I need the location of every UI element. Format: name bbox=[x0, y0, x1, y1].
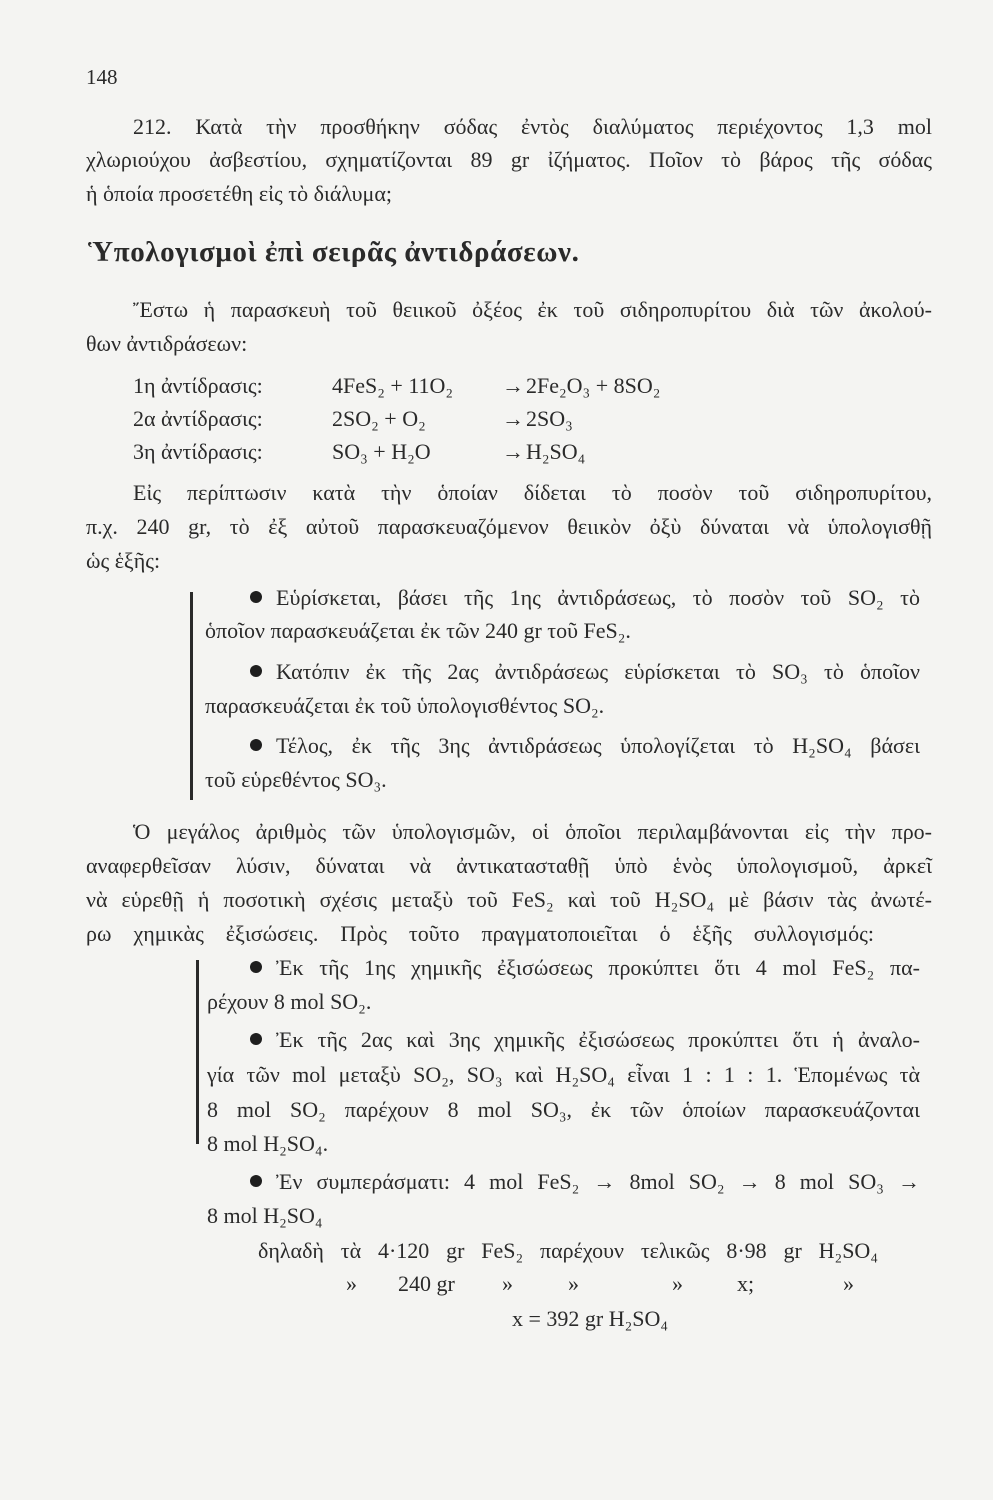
section-title: Ὑπολογισμοὶ ἐπὶ σειρᾶς ἀντιδράσεων. bbox=[88, 236, 580, 268]
calc-value: 240 gr bbox=[398, 1271, 455, 1296]
reaction-arrow: → bbox=[502, 373, 524, 398]
ditto-mark: » bbox=[843, 1271, 854, 1296]
step-3-line-2: τοῦ εὑρεθέντος SO₃. bbox=[205, 767, 387, 792]
step-3-line-1: Τέλος, ἐκ τῆς 3ης ἀντιδράσεως ὑπολογίζεται τὸ H₂SO₄ βάσει bbox=[250, 732, 920, 760]
bullet-icon bbox=[250, 665, 262, 677]
reasoning-b1-line-2: ρέχουν 8 mol SO₂. bbox=[207, 989, 372, 1014]
reaction-right: H₂SO₄ bbox=[526, 439, 586, 464]
reasoning-b3-line-1: Ἐν συμπεράσματι: 4 mol FeS₂ → 8mol SO₂ → 8 mol SO₃ → bbox=[250, 1168, 920, 1196]
reasoning-b2-line-4: 8 mol H₂SO₄. bbox=[207, 1131, 329, 1156]
reasoning-b2-line-3: 8 mol SO₂ παρέχουν 8 mol SO₃, ἐκ τῶν ὁποίων παρασκευάζονται bbox=[207, 1097, 920, 1122]
step-1-line-1: Εὑρίσκεται, βάσει τῆς 1ης ἀντιδράσεως, τὸ ποσὸν τοῦ SO₂ τὸ bbox=[250, 584, 920, 612]
step-2-line-1: Κατόπιν ἐκ τῆς 2ας ἀντιδράσεως εὑρίσκεται τὸ SO₃ τὸ ὁποῖον bbox=[250, 658, 920, 686]
reasoning-b2-line-2: γία τῶν mol μεταξὺ SO₂, SO₃ καὶ H₂SO₄ εἶναι 1 : 1 : 1. Ἑπομένως τὰ bbox=[207, 1062, 920, 1087]
ditto-mark: » bbox=[568, 1271, 579, 1296]
unknown-x: x; bbox=[737, 1271, 755, 1296]
reaction-label: 1η ἀντίδρασις: bbox=[133, 373, 263, 398]
bullet-icon bbox=[250, 961, 262, 973]
reasoning-bar bbox=[196, 960, 199, 1144]
bullet-icon bbox=[250, 1175, 262, 1187]
step-1-line-2: ὁποῖον παρασκευάζεται ἐκ τῶν 240 gr τοῦ FeS₂. bbox=[205, 618, 631, 643]
bullet-icon bbox=[250, 1033, 262, 1045]
reasoning-b1-line-1: Ἐκ τῆς 1ης χημικῆς ἐξισώσεως προκύπτει ὅτι 4 mol FeS₂ πα- bbox=[250, 954, 920, 982]
case-line-3: ὡς ἑξῆς: bbox=[86, 548, 161, 573]
para2-line-3: νὰ εὑρεθῇ ἡ ποσοτικὴ σχέσις μεταξὺ τοῦ FeS₂ καὶ τοῦ H₂SO₄ μὲ βάσιν τὰς ἀνωτέ- bbox=[86, 887, 932, 912]
case-line-1: Εἰς περίπτωσιν κατὰ τὴν ὁποίαν δίδεται τὸ ποσὸν τοῦ σιδηροπυρίτου, bbox=[133, 480, 932, 505]
calc-result: x = 392 gr H₂SO₄ bbox=[512, 1306, 669, 1331]
bullet-icon bbox=[250, 739, 262, 751]
intro-line-2: θων ἀντιδράσεων: bbox=[86, 331, 248, 356]
ditto-mark: » bbox=[672, 1271, 683, 1296]
reaction-left: 4FeS₂ + 11O₂ bbox=[332, 373, 454, 398]
step-2-line-2: παρασκευάζεται ἐκ τοῦ ὑπολογισθέντος SO₂. bbox=[205, 693, 605, 718]
reaction-label: 3η ἀντίδρασις: bbox=[133, 439, 263, 464]
case-line-2: π.χ. 240 gr, τὸ ἐξ αὐτοῦ παρασκευαζόμενον θειικὸν ὀξὺ δύναται νὰ ὑπολογισθῇ bbox=[86, 514, 932, 539]
reaction-right: 2Fe₂O₃ + 8SO₂ bbox=[526, 373, 661, 398]
intro-line-1: Ἔστω ἡ παρασκευὴ τοῦ θειικοῦ ὀξέος ἐκ τοῦ σιδηροπυρίτου διὰ τῶν ἀκολού- bbox=[133, 297, 932, 322]
page-number: 148 bbox=[86, 65, 118, 89]
reaction-left: SO₃ + H₂O bbox=[332, 439, 431, 464]
reaction-label: 2α ἀντίδρασις: bbox=[133, 406, 263, 431]
exercise-line-3: ἡ ὁποία προσετέθη εἰς τὸ διάλυμα; bbox=[86, 181, 392, 206]
reaction-arrow: → bbox=[502, 406, 524, 431]
reasoning-b2-line-1: Ἐκ τῆς 2ας καὶ 3ης χημικῆς ἐξισώσεως προκύπτει ὅτι ἡ ἀναλο- bbox=[250, 1026, 920, 1054]
ditto-mark: » bbox=[346, 1271, 357, 1296]
bullet-icon bbox=[250, 591, 262, 603]
calc-line-1: δηλαδὴ τὰ 4·120 gr FeS₂ παρέχουν τελικῶς 8·98 gr H₂SO₄ bbox=[258, 1238, 878, 1263]
reasoning-b3-line-2: 8 mol H₂SO₄ bbox=[207, 1203, 323, 1228]
exercise-line-2: χλωριούχου ἀσβεστίου, σχηματίζονται 89 gr ἰζήματος. Ποῖον τὸ βάρος τῆς σόδας bbox=[86, 147, 932, 172]
para2-line-2: αναφερθεῖσαν λύσιν, δύναται νὰ ἀντικατασταθῇ ὑπὸ ἑνὸς ὑπολογισμοῦ, ἀρκεῖ bbox=[86, 853, 932, 878]
reaction-right: 2SO₃ bbox=[526, 406, 573, 431]
para2-line-4: ρω χημικὰς ἐξισώσεις. Πρὸς τοῦτο πραγματοποιεῖται ὁ ἑξῆς συλλογισμός: bbox=[86, 921, 874, 946]
steps-bar bbox=[190, 592, 193, 800]
reaction-arrow: → bbox=[502, 439, 524, 464]
exercise-line-1: 212. Κατὰ τὴν προσθήκην σόδας ἐντὸς διαλύματος περιέχοντος 1,3 mol bbox=[133, 114, 932, 139]
ditto-mark: » bbox=[502, 1271, 513, 1296]
reaction-left: 2SO₂ + O₂ bbox=[332, 406, 426, 431]
para2-line-1: Ὁ μεγάλος ἀριθμὸς τῶν ὑπολογισμῶν, οἱ ὁποῖοι περιλαμβάνονται εἰς τὴν προ- bbox=[133, 819, 932, 844]
